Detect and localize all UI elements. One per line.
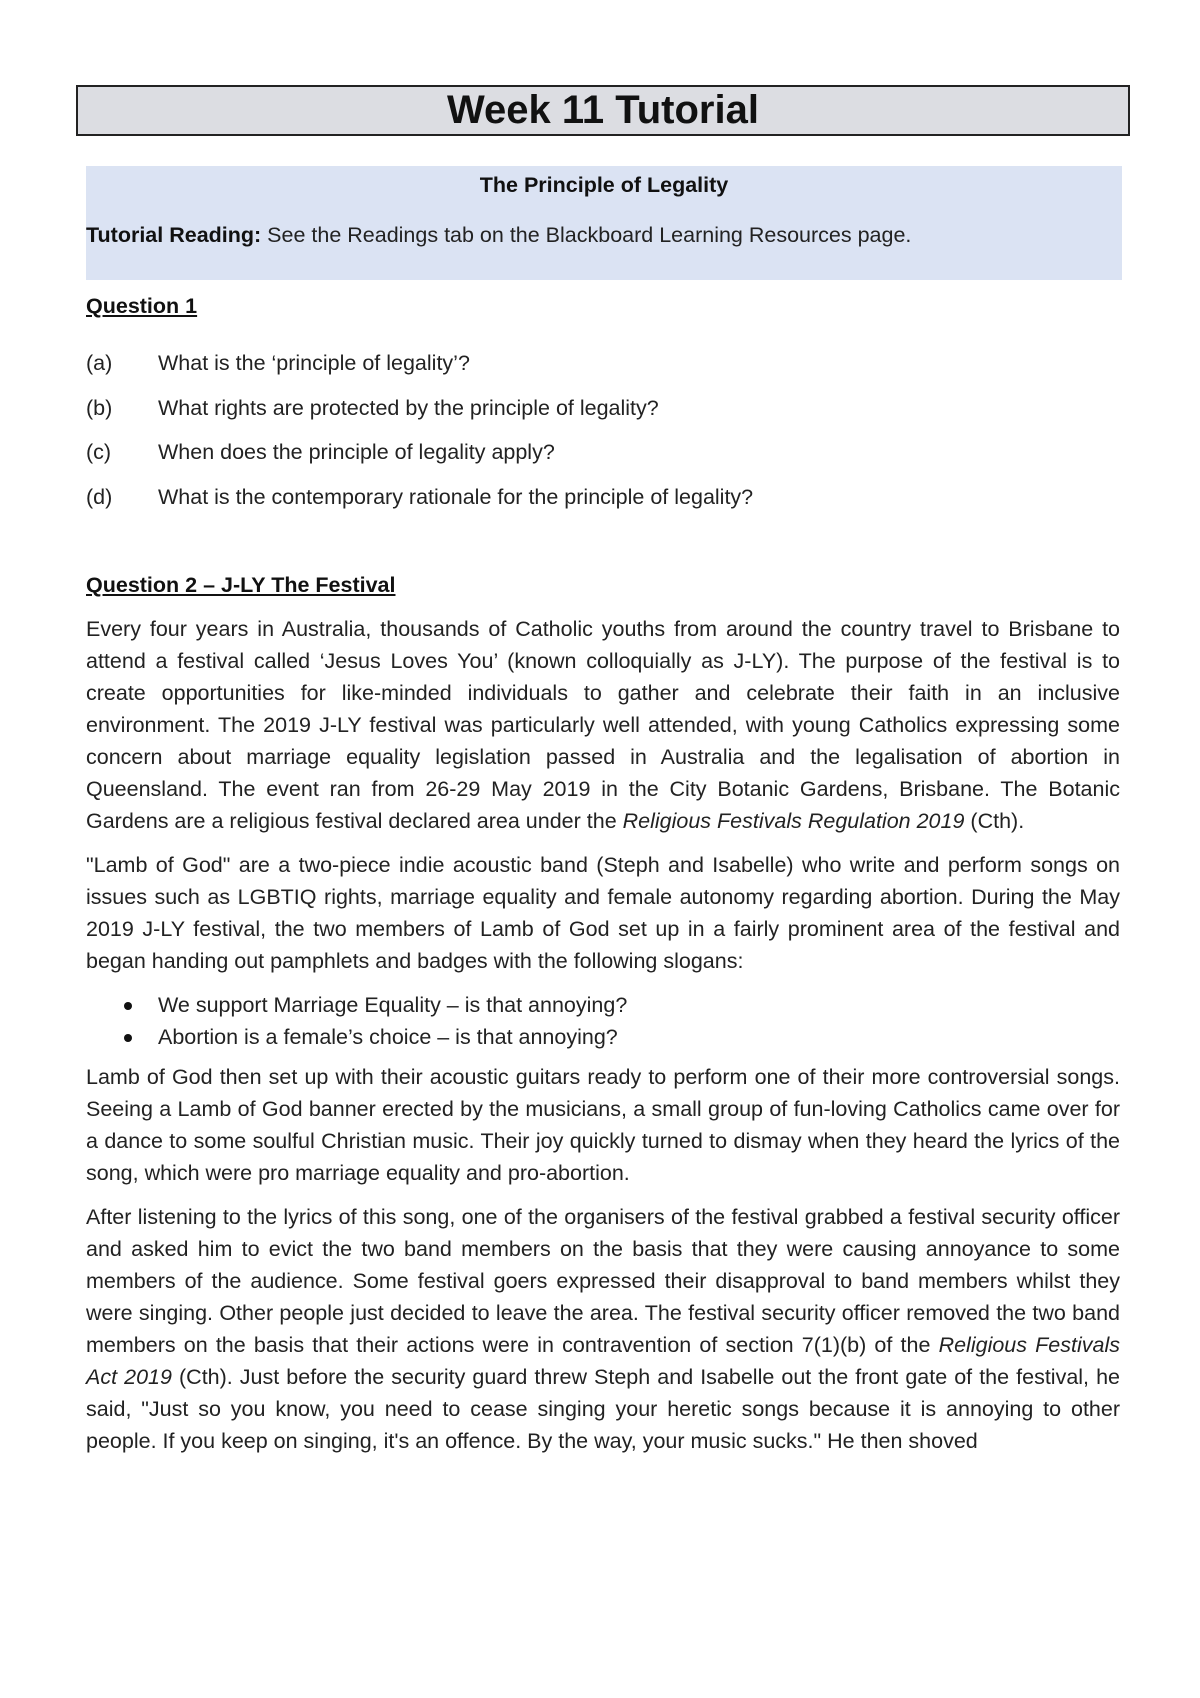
- item-label: (d): [86, 484, 113, 509]
- question-1-list: [86, 351, 1120, 529]
- bullet-icon: [124, 1002, 132, 1010]
- title-box: [76, 85, 1130, 136]
- slogan-text: Abortion is a female’s choice – is that annoying?: [158, 1025, 618, 1049]
- paragraph: "Lamb of God" are a two-piece indie acoustic band (Steph and Isabelle) who write and perform songs on issues such as LGBTIQ rights, marriage equality and female autonomy regarding abortion. During the May 2019 J-LY festival, the two members of Lamb of God set up in a fairly prominent area of the festival and began handing out pamphlets and badges with the following slogans:: [86, 853, 1120, 973]
- paragraph-text: (Cth). Just before the security guard threw Steph and Isabelle out the front gate of the festival, he said, "Just so you know, you need to cease singing your heretic songs because it is annoying to other people. If you keep on singing, it's an offence. By the way, your music sucks." He then shoved: [86, 1365, 1120, 1453]
- tutorial-reading: [86, 223, 911, 248]
- slogan-text: We support Marriage Equality – is that annoying?: [158, 993, 628, 1017]
- item-text: What is the ‘principle of legality’?: [158, 351, 470, 375]
- paragraph: Lamb of God then set up with their acoustic guitars ready to perform one of their more controversial songs. Seeing a Lamb of God banner erected by the musicians, a small group of fun-loving Catholics came over for a dance to some soulful Christian music. Their joy quickly turned to dismay when they heard the lyrics of the song, which were pro marriage equality and pro-abortion.: [86, 1065, 1120, 1185]
- paragraph: [86, 1201, 1120, 1457]
- question-1-item: [86, 485, 1120, 530]
- question-1-item: [86, 440, 1120, 485]
- question-1-heading: Question 1: [86, 294, 198, 318]
- paragraph: [86, 613, 1120, 837]
- question-1-item: [86, 351, 1120, 396]
- slogan-item: [86, 989, 1120, 1021]
- bullet-icon: [124, 1034, 132, 1042]
- item-text: When does the principle of legality apply?: [158, 440, 555, 464]
- item-label: (c): [86, 440, 112, 464]
- question-2-body: [86, 613, 1120, 1469]
- paragraph-text: Every four years in Australia, thousands of Catholic youths from around the country travel to Brisbane to attend a festival called ‘Jesus Loves You’ (known colloquially as J-LY). The purpose of the festival is to create opportunities for like-minded individuals to gather and celebrate their faith in an inclusive environment. The 2019 J-LY festival was particularly well attended, with young Catholics expressing some concern about marriage equality legislation passed in Australia and the legalisation of abortion in Queensland. The event ran from 26-29 May 2019 in the City Botanic Gardens, Brisbane. The Botanic Gardens are a religious festival declared area under the: [86, 617, 1120, 833]
- tutorial-reading-text: See the Readings tab on the Blackboard Learning Resources page.: [261, 223, 912, 247]
- item-text: What rights are protected by the principle of legality?: [158, 395, 659, 420]
- topic-subtitle: The Principle of Legality: [479, 173, 729, 197]
- legislation-title: Religious Festivals Act 2019: [86, 1333, 1120, 1389]
- slogan-item: [86, 1021, 1120, 1053]
- reading-info-box: [86, 166, 1122, 280]
- question-2-heading: Question 2 – J-LY The Festival: [86, 573, 396, 597]
- legislation-title: Religious Festivals Regulation 2019: [622, 809, 965, 833]
- paragraph-text: After listening to the lyrics of this song, one of the organisers of the festival grabbed a festival security officer and asked him to evict the two band members on the basis that they were causing annoyance to some members of the audience. Some festival goers expressed their disapproval to band members whilst they were singing. Other people just decided to leave the area. The festival security officer removed the two band members on the basis that their actions were in contravention of section 7(1)(b) of the: [86, 1205, 1120, 1357]
- item-label: (b): [86, 395, 113, 420]
- page-title: Week 11 Tutorial: [447, 88, 759, 132]
- item-label: (a): [86, 351, 113, 375]
- tutorial-reading-label: Tutorial Reading:: [86, 223, 262, 247]
- paragraph-text: (Cth).: [964, 809, 1025, 833]
- slogan-list: [86, 989, 1120, 1053]
- item-text: What is the contemporary rationale for the principle of legality?: [158, 484, 754, 509]
- question-1-item: [86, 396, 1120, 441]
